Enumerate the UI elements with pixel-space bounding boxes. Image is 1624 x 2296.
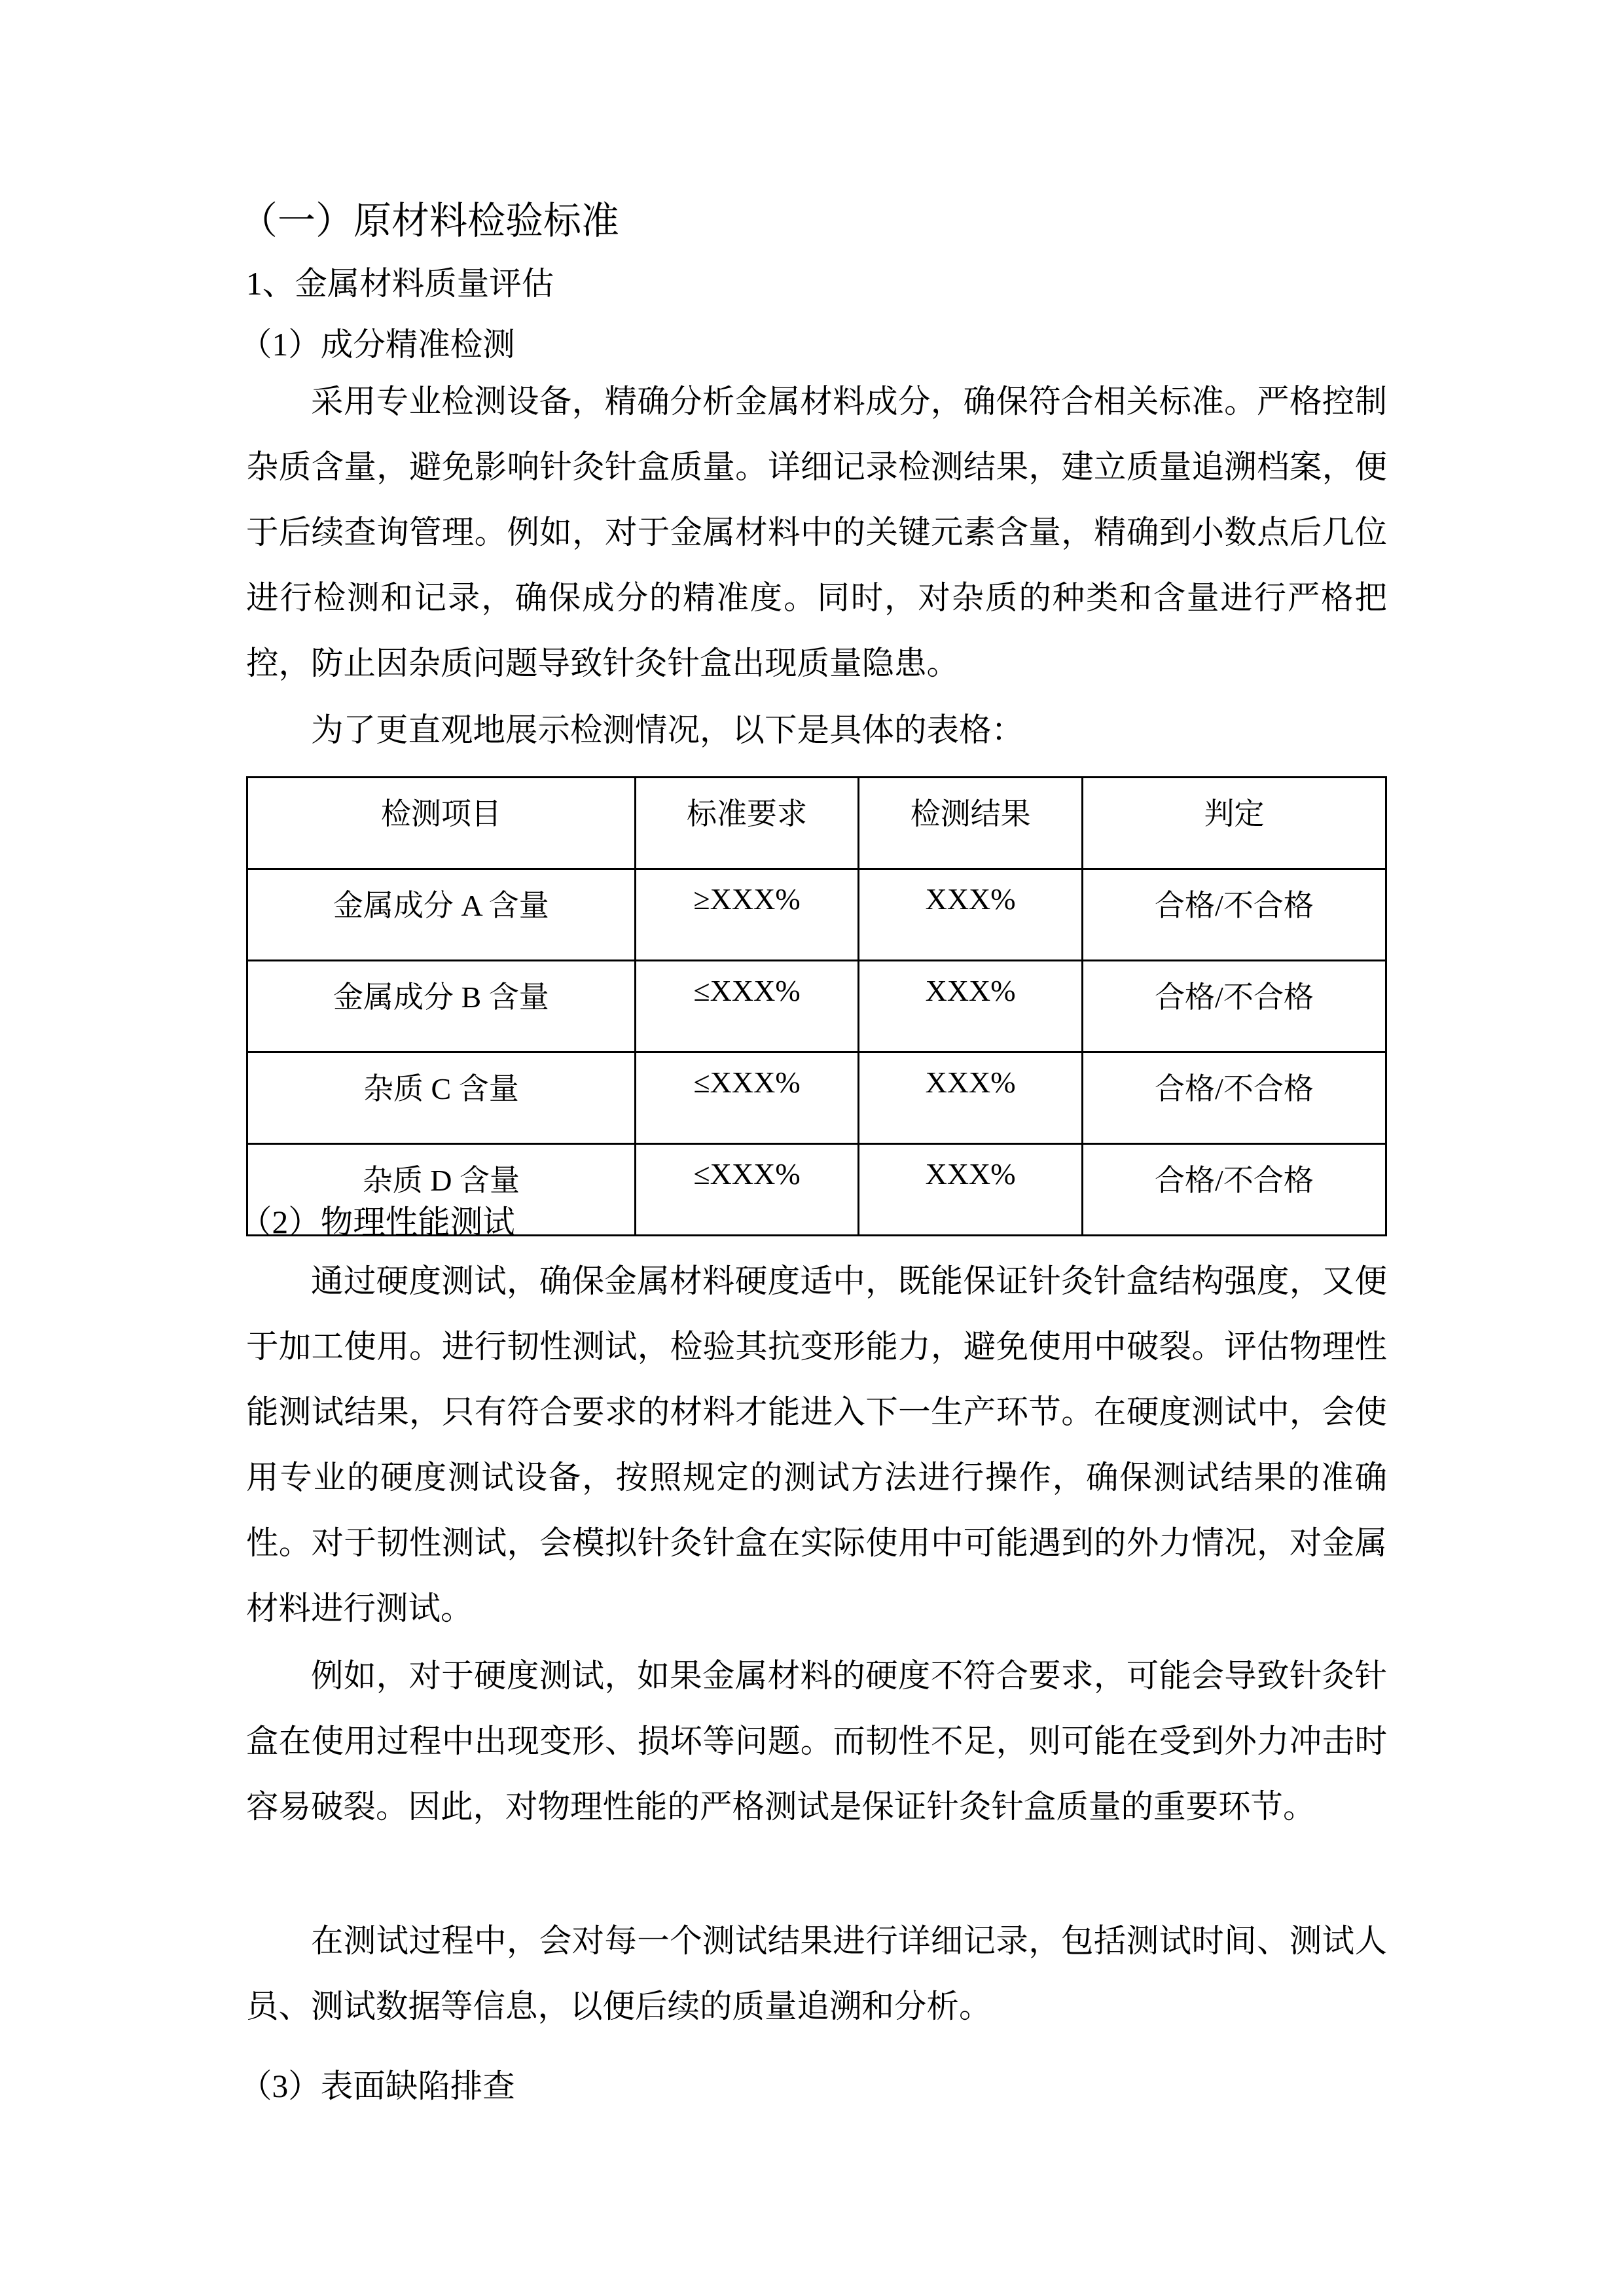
header-cell: 检测项目	[247, 778, 636, 869]
header-cell: 检测结果	[859, 778, 1083, 869]
table-row	[247, 1052, 1386, 1144]
table-cell: 合格/不合格	[1082, 1052, 1386, 1144]
table-cell: 合格/不合格	[1082, 961, 1386, 1052]
paragraph-composition: 采用专业检测设备，精确分析金属材料成分，确保符合相关标准。严格控制杂质含量，避免影响针灸针盒质量。详细记录检测结果，建立质量追溯档案，便于后续查询管理。例如，对于金属材料中的关键元素含量，精确到小数点后几位进行检测和记录，确保成分的精准度。同时，对杂质的种类和含量进行严格把控，防止因杂质问题导致针灸针盒出现质量隐患。	[246, 384, 1387, 681]
item-title-composition: （1）成分精准检测	[240, 327, 515, 363]
table-cell: 金属成分 A 含量	[247, 869, 636, 961]
header-cell: 判定	[1082, 778, 1386, 869]
paragraph-recording: 在测试过程中，会对每一个测试结果进行详细记录，包括测试时间、测试人员、测试数据等信息，以便后续的质量追溯和分析。	[246, 1923, 1387, 2024]
paragraph-physical: 通过硬度测试，确保金属材料硬度适中，既能保证针灸针盒结构强度，又便于加工使用。进行韧性测试，检验其抗变形能力，避免使用中破裂。评估物理性能测试结果，只有符合要求的材料才能进入下一生产环节。在硬度测试中，会使用专业的硬度测试设备，按照规定的测试方法进行操作，确保测试结果的准确性。对于韧性测试，会模拟针灸针盒在实际使用中可能遇到的外力情况，对金属材料进行测试。	[246, 1263, 1387, 1626]
table-cell: 金属成分 B 含量	[247, 961, 636, 1052]
table-cell: XXX%	[859, 1052, 1083, 1144]
table-cell: 合格/不合格	[1082, 1144, 1386, 1236]
table-header-row	[247, 778, 1386, 869]
table-cell: ≥XXX%	[635, 869, 859, 961]
table-cell: 杂质 C 含量	[247, 1052, 636, 1144]
table-intro: 为了更直观地展示检测情况，以下是具体的表格：	[311, 712, 1024, 748]
table-cell: ≤XXX%	[635, 1052, 859, 1144]
section-heading: （一）原材料检验标准	[240, 200, 620, 242]
table-cell: XXX%	[859, 869, 1083, 961]
table-cell: ≤XXX%	[635, 961, 859, 1052]
paragraph-example: 例如，对于硬度测试，如果金属材料的硬度不符合要求，可能会导致针灸针盒在使用过程中出现变形、损坏等问题。而韧性不足，则可能在受到外力冲击时容易破裂。因此，对物理性能的严格测试是保证针灸针盒质量的重要环节。	[246, 1658, 1387, 1825]
table-cell: 合格/不合格	[1082, 869, 1386, 961]
table-row	[247, 961, 1386, 1052]
table-cell: XXX%	[859, 1144, 1083, 1236]
table-cell: 杂质 D 含量	[247, 1144, 636, 1236]
item-title-physical: （2）物理性能测试	[240, 1204, 515, 1240]
subsection-title: 1、金属材料质量评估	[246, 266, 554, 302]
table-cell: XXX%	[859, 961, 1083, 1052]
table-row	[247, 869, 1386, 961]
header-cell: 标准要求	[635, 778, 859, 869]
inspection-table	[246, 776, 1387, 1236]
table-cell: ≤XXX%	[635, 1144, 859, 1236]
item-title-surface: （3）表面缺陷排查	[240, 2068, 515, 2104]
